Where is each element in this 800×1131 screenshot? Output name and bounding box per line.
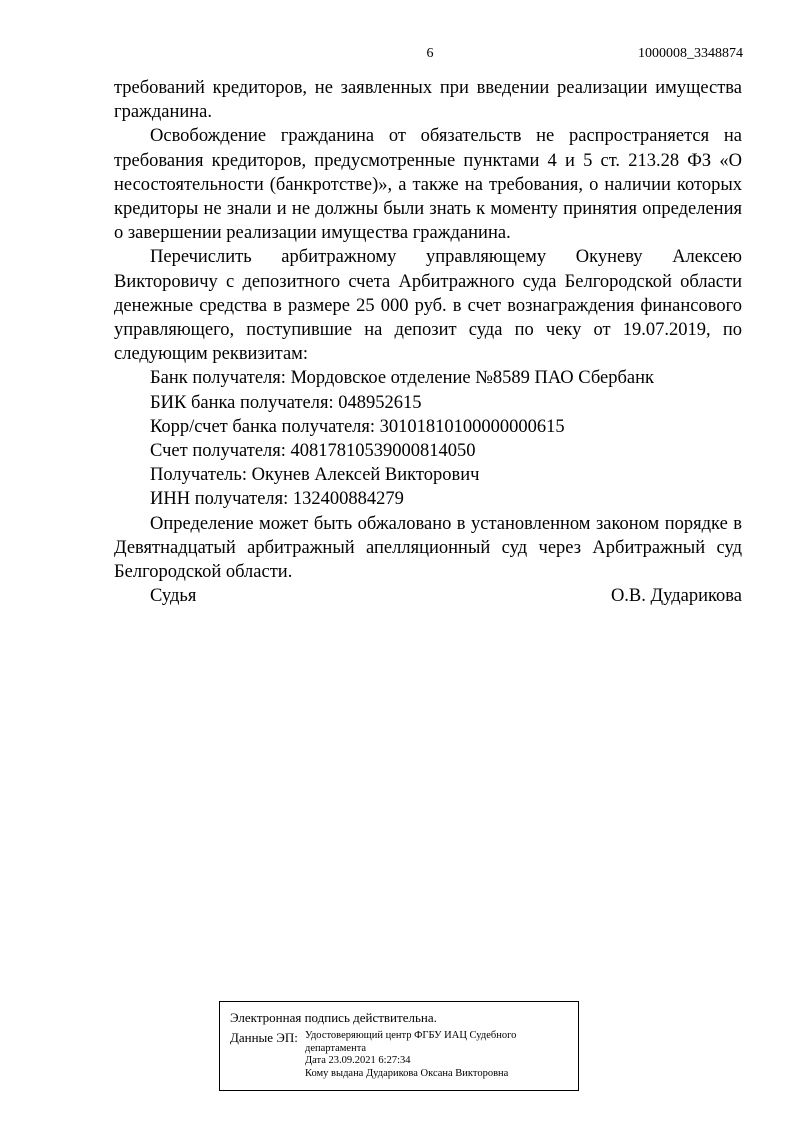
paragraph-appeal: Определение может быть обжаловано в установленном законом порядке в Девятнадцатый арбитражный апелляционный суд через Арбитражный суд Белгородской области. (114, 513, 742, 583)
requisite-account: Счет получателя: 40817810539000814050 (150, 441, 476, 462)
requisite-bik: БИК банка получателя: 048952615 (150, 392, 422, 413)
paragraph-continuation: требований кредиторов, не заявленных при введении реализации имущества гражданина. (114, 78, 742, 123)
esig-label: Данные ЭП: (230, 1030, 298, 1045)
esig-line: Дата 23.09.2021 6:27:34 (305, 1055, 411, 1066)
requisite-corr-account: Корр/счет банка получателя: 30101810100000000615 (150, 416, 565, 437)
document-body (114, 76, 742, 584)
esig-lines (305, 1030, 516, 1080)
signature-name: О.В. Дударикова (610, 586, 742, 606)
requisite-recipient: Получатель: Окунев Алексей Викторович (150, 465, 480, 486)
page-number: 6 (426, 46, 434, 61)
requisite-bank: Банк получателя: Мордовское отделение №8589 ПАО Сбербанк (150, 368, 654, 389)
requisite-inn: ИНН получателя: 132400884279 (150, 489, 404, 510)
signature-block (150, 584, 742, 608)
esig-title: Электронная подпись действительна. (230, 1010, 437, 1025)
esig-line: Удостоверяющий центр ФГБУ ИАЦ Судебного (305, 1030, 517, 1041)
paragraph-transfer-funds: Перечислить арбитражному управляющему Окуневу Алексею Викторовичу с депозитного счета Арбитражного суда Белгородской области денежные средства в размере 25 000 руб. в счет вознаграждения финансового управляющего, поступившие на депозит суда по чеку от 19.07.2019, по следующим реквизитам: (114, 247, 742, 365)
electronic-signature-stamp (219, 1001, 579, 1091)
document-id: 1000008_3348874 (638, 46, 743, 61)
requisites-list (114, 366, 742, 511)
paragraph-release-obligations: Освобождение гражданина от обязательств не распространяется на требования кредиторов, предусмотренные пунктами 4 и 5 ст. 213.28 ФЗ «О несостоятельности (банкротстве)», а также на требования, о наличии которых кредиторы не знали и не должны были знать к моменту принятия определения о завершении реализации имущества гражданина. (114, 126, 742, 244)
esig-line: департамента (305, 1042, 367, 1054)
signature-role: Судья (150, 586, 197, 606)
esig-details (230, 1030, 568, 1080)
esig-line: Кому выдана Дударикова Оксана Викторовна (305, 1067, 509, 1079)
